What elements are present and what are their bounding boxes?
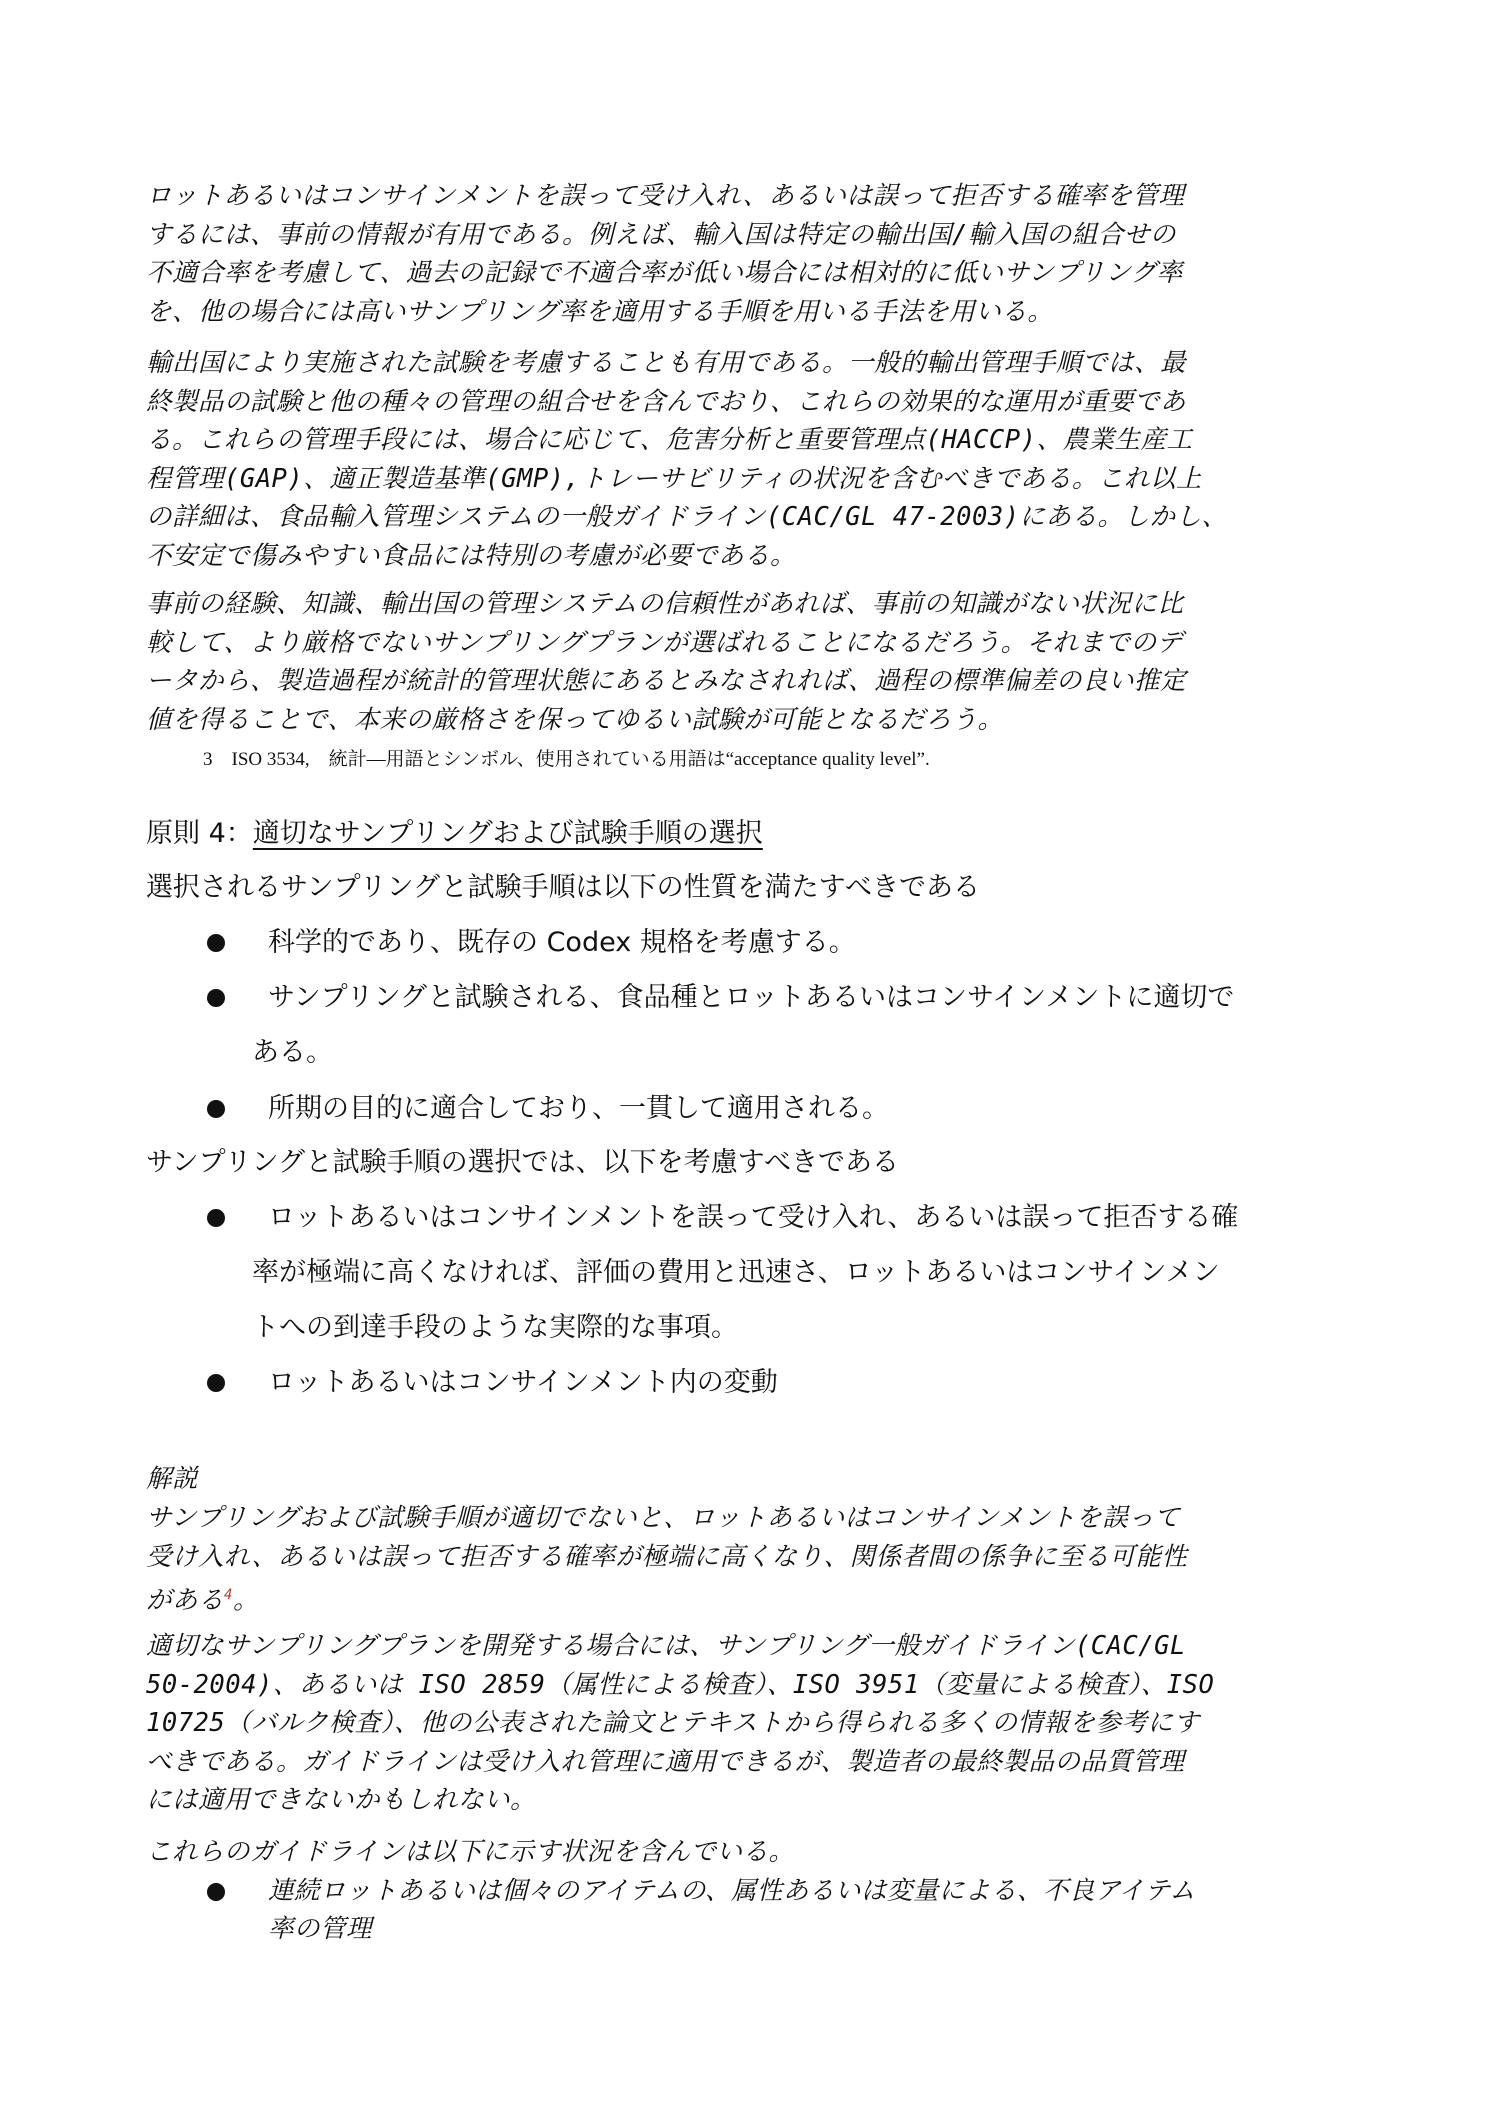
commentary-heading (146, 1460, 1376, 1499)
situations-intro: これらのガイドラインは以下に示す状況を含んでいる。 (146, 1837, 795, 1867)
text-line: 程管理(GAP)、適正製造基準(GMP),トレーサビリティの状況を含むべきである。これ以上 (146, 463, 1202, 494)
text-line: 10725（バルク検査）、他の公表された論文とテキストから得られる多くの情報を参考にす (146, 1708, 1200, 1738)
list-item-continuation: 率が極端に高くなければ、評価の費用と迅速さ、ロットあるいはコンサインメン (252, 1257, 1220, 1288)
text-line: 適切なサンプリングプランを開発する場合には、サンプリング一般ガイドライン(CAC/GL (146, 1631, 1186, 1661)
list-item: 所期の目的に適合しており、一貫して適用される。 (268, 1093, 889, 1124)
list-item: ロットあるいはコンサインメント内の変動 (268, 1367, 778, 1398)
list-item: ロットあるいはコンサインメントを誤って受け入れ、あるいは誤って拒否する確 (268, 1202, 1239, 1233)
footnote-ref: 4 (224, 1587, 233, 1603)
bullet-icon (207, 1100, 225, 1118)
bullet-icon (207, 989, 225, 1007)
text-line: 受け入れ、あるいは誤って拒否する確率が極端に高くなり、関係者間の係争に至る可能性 (146, 1541, 1188, 1572)
principle-heading (146, 814, 763, 854)
text-line: の詳細は、食品輸入管理システムの一般ガイドライン(CAC/GL 47-2003)にある。しかし、 (146, 502, 1228, 532)
text-line: 輸出国により実施された試験を考慮することも有用である。一般的輸出管理手順では、最 (146, 348, 1187, 378)
text-line: 値を得ることで、本来の厳格さを保ってゆるい試験が可能となるだろう。 (146, 704, 1004, 735)
text-line: 不適合率を考慮して、過去の記録で不適合率が低い場合には相対的に低いサンプリング率 (146, 258, 1183, 288)
text-line: 較して、より厳格でないサンプリングプランが選ばれることになるだろう。それまでのデ (146, 627, 1183, 658)
text-line: 終製品の試験と他の種々の管理の組合せを含んでおり、これらの効果的な運用が重要であ (146, 386, 1187, 417)
commentary-paragraph-1 (146, 1499, 1376, 1615)
text-line: る。これらの管理手段には、場合に応じて、危害分析と重要管理点(HACCP)、農業生産工 (146, 425, 1193, 455)
bullet-icon (207, 1883, 225, 1901)
bullet-icon (207, 1374, 225, 1392)
list-item: 科学的であり、既存の Codex 規格を考慮する。 (268, 927, 856, 958)
text-line: 事前の経験、知識、輸出国の管理システムの信頼性があれば、事前の知識がない状況に比 (146, 589, 1184, 619)
last-line-end: 。 (232, 1585, 259, 1616)
paragraph-1 (146, 177, 1376, 331)
text-line: を、他の場合には高いサンプリング率を適用する手順を用いる手法を用いる。 (146, 296, 1054, 327)
principle-intro: 選択されるサンプリングと試験手順は以下の性質を満たすべきである (146, 872, 981, 903)
bullet-icon (207, 934, 225, 952)
list-item-continuation: ある。 (252, 1037, 333, 1068)
commentary-title: 解説 (146, 1464, 199, 1494)
text-line: べきである。ガイドラインは受け入れ管理に適用できるが、製造者の最終製品の品質管理 (146, 1746, 1185, 1777)
list-item-continuation: 率の管理 (268, 1914, 373, 1944)
paragraph-2 (146, 344, 1376, 575)
text-line: サンプリングおよび試験手順が適切でないと、ロットあるいはコンサインメントを誤って (146, 1503, 1181, 1533)
situations-intro-block (146, 1833, 1376, 1872)
paragraph-3 (146, 585, 1376, 739)
principle-intro-2: サンプリングと試験手順の選択では、以下を考慮すべきである (146, 1147, 900, 1178)
principle-title: 適切なサンプリングおよび試験手順の選択 (252, 818, 763, 849)
text-line: するには、事前の情報が有用である。例えば、輸入国は特定の輸出国/輸入国の組合せの (146, 219, 1176, 250)
text-line: ロットあるいはコンサインメントを誤って受け入れ、あるいは誤って拒否する確率を管理 (146, 181, 1185, 211)
bullet-icon (207, 1209, 225, 1227)
list-item-continuation: トへの到達手段のような実際的な事項。 (252, 1312, 738, 1343)
commentary-paragraph-2 (146, 1627, 1376, 1820)
principle-prefix: 原則 4： (146, 818, 253, 849)
text-line: ータから、製造過程が統計的管理状態にあるとみなされれば、過程の標準偏差の良い推定 (146, 666, 1187, 696)
list-item: サンプリングと試験される、食品種とロットあるいはコンサインメントに適切で (268, 982, 1235, 1013)
text-line (146, 1576, 1376, 1615)
text-line: には適用できないかもしれない。 (146, 1785, 537, 1815)
text-line: 不安定で傷みやすい食品には特別の考慮が必要である。 (146, 540, 797, 571)
last-line-text: がある (146, 1585, 225, 1616)
footnote-3: 3 ISO 3534, 統計―用語とシンボル、使用されている用語は“acceptance quality level”. (203, 749, 930, 770)
list-item: 連続ロットあるいは個々のアイテムの、属性あるいは変量による、不良アイテム (268, 1876, 1196, 1906)
text-line: 50-2004)、あるいは ISO 2859（属性による検査）、ISO 3951（変量による検査）、ISO (146, 1669, 1215, 1700)
